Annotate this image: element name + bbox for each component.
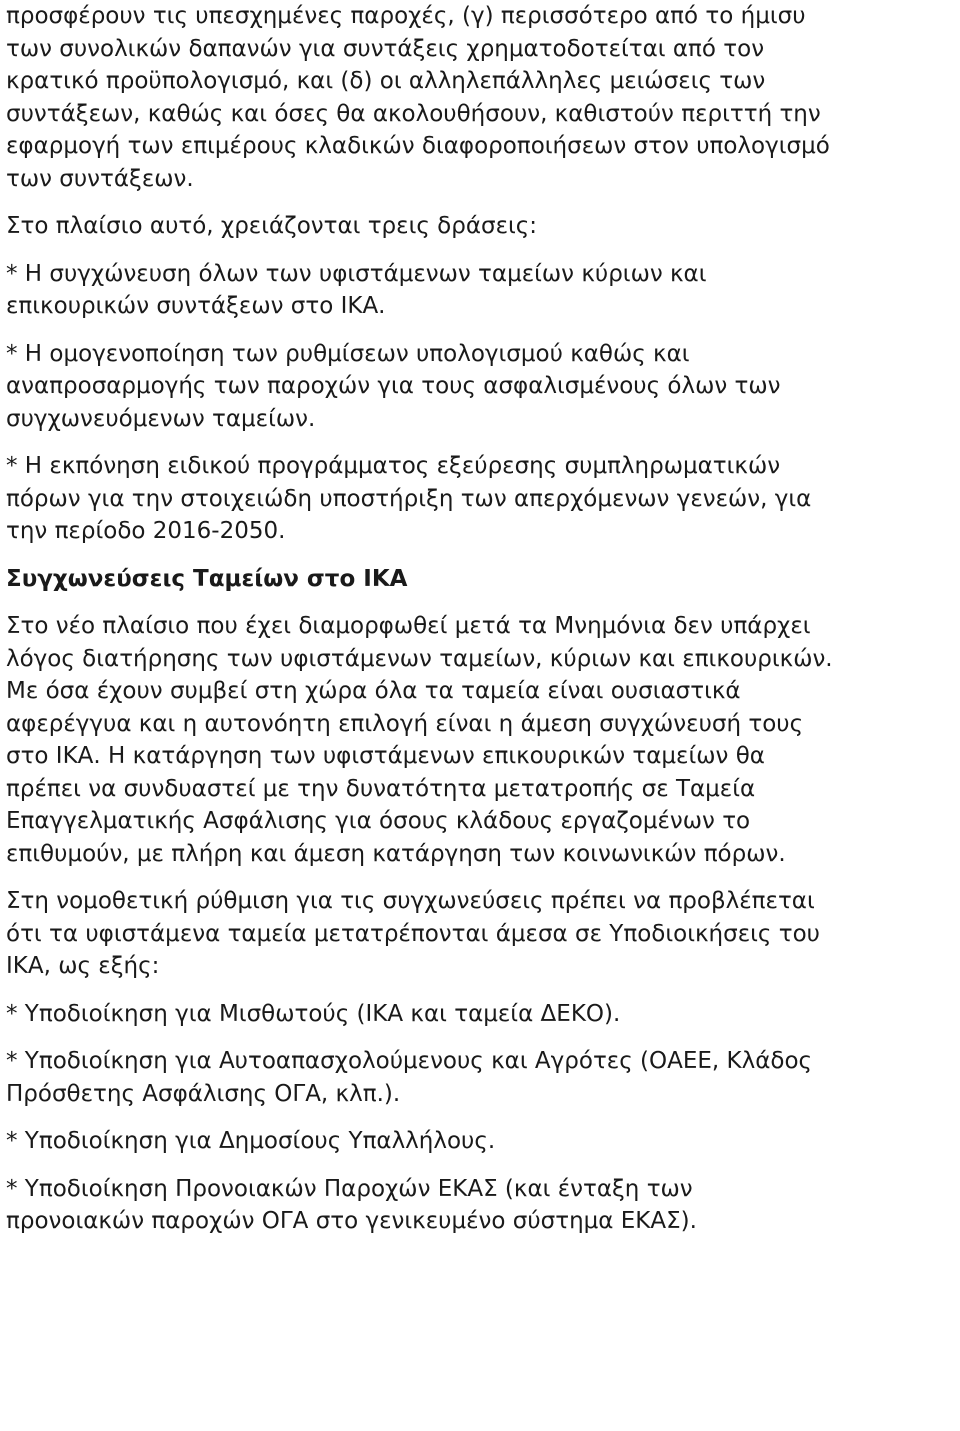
- regulation-paragraph: Στη νομοθετική ρύθμιση για τις συγχωνεύσεις πρέπει να προβλέπεται ότι τα υφιστάμενα ταμεία μετατρέπονται άμεσα σε Υποδιοικήσεις του ΙΚΑ, ως εξής:: [6, 888, 820, 979]
- subdivision-employees: * Υποδιοίκηση για Μισθωτούς (ΙΚΑ και ταμεία ΔΕΚΟ).: [6, 1000, 621, 1027]
- section-heading: Συγχωνεύσεις Ταμείων στο ΙΚΑ: [6, 565, 408, 592]
- actions-intro: Στο πλαίσιο αυτό, χρειάζονται τρεις δράσεις:: [6, 213, 538, 239]
- subdivision-welfare: * Υποδιοίκηση Προνοιακών Παροχών ΕΚΑΣ (και ένταξη των προνοιακών παροχών ΟΓΑ στο γενικευμένο σύστημα ΕΚΑΣ).: [6, 1175, 697, 1234]
- subdivision-self-employed: * Υποδιοίκηση για Αυτοαπασχολούμενους και Αγρότες (ΟΑΕΕ, Κλάδος Πρόσθετης Ασφάλισης ΟΓΑ, κλπ.).: [6, 1048, 813, 1107]
- section-paragraph: Στο νέο πλαίσιο που έχει διαμορφωθεί μετά τα Μνημόνια δεν υπάρχει λόγος διατήρησης των υφιστάμενων ταμείων, κύριων και επικουρικών. Με όσα έχουν συμβεί στη χώρα όλα τα ταμεία είναι ουσιαστικά αφερέγγυα και η αυτονόητη επιλογή είναι η άμεση συγχώνευσή τους στο ΙΚΑ. Η κατάργηση των υφιστάμενων επικουρικών ταμείων θα πρέπει να συνδυαστεί με την δυνατότητα μετατροπής σε Ταμεία Επαγγελματικής Ασφάλισης για όσους κλάδους εργαζομένων το επιθυμούν, με πλήρη και άμεση κατάργηση των κοινωνικών πόρων.: [6, 613, 833, 867]
- document-page: [6, 0, 956, 1238]
- intro-paragraph: προσφέρουν τις υπεσχημένες παροχές, (γ) περισσότερο από το ήμισυ των συνολικών δαπανών για συντάξεις χρηματοδοτείται από τον κρατικό προϋπολογισμό, και (δ) οι αλληλεπάλληλες μειώσεις των συντάξεων, καθώς και όσες θα ακολουθήσουν, καθιστούν περιττή την εφαρμογή των επιμέρους κλαδικών διαφοροποιήσεων στον υπολογισμό των συντάξεων.: [6, 3, 830, 192]
- action-item-merge: * Η συγχώνευση όλων των υφιστάμενων ταμείων κύριων και επικουρικών συντάξεων στο ΙΚΑ.: [6, 260, 707, 319]
- action-item-program: * Η εκπόνηση ειδικού προγράμματος εξεύρεσης συμπληρωματικών πόρων για την στοιχειώδη υποστήριξη των απερχόμενων γενεών, για την περίοδο 2016-2050.: [6, 453, 812, 544]
- subdivision-civil-servants: * Υποδιοίκηση για Δημοσίους Υπαλλήλους.: [6, 1128, 496, 1154]
- action-item-harmonize: * Η ομογενοποίηση των ρυθμίσεων υπολογισμού καθώς και αναπροσαρμογής των παροχών για τους ασφαλισμένους όλων των συγχωνευόμενων ταμείων.: [6, 340, 781, 432]
